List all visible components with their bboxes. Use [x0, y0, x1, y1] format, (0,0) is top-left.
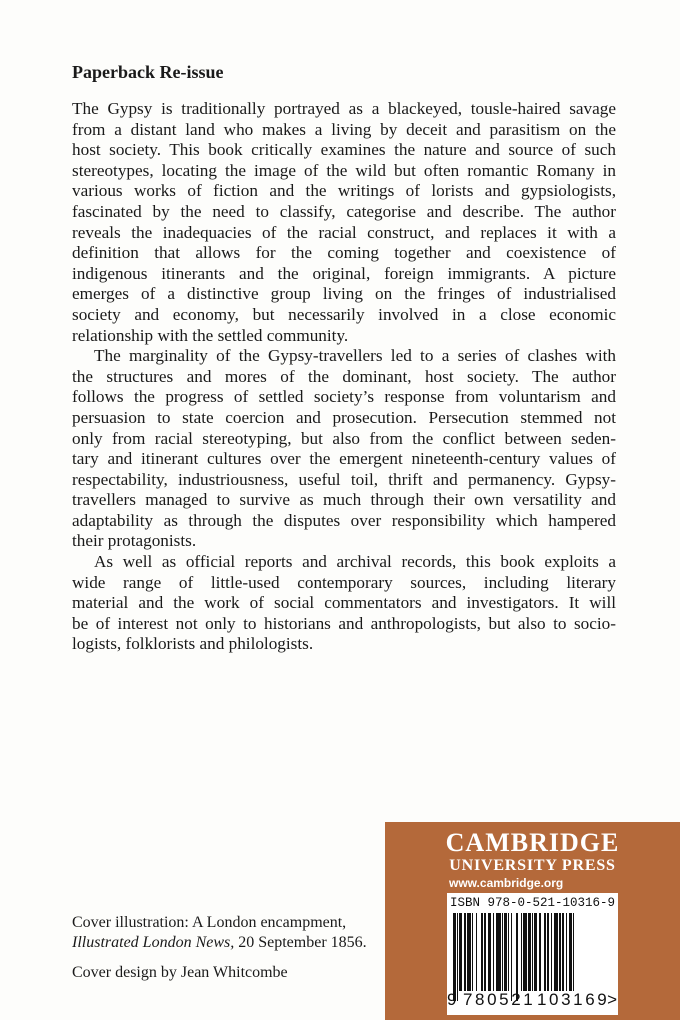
- blurb-line: adaptability as through the disputes over responsibility which hampered: [72, 510, 616, 530]
- barcode-digit-group-1: 780521: [463, 990, 536, 1009]
- blurb-paragraph: [72, 99, 616, 346]
- blurb-line: fascinated by the need to classify, categorise and describe. The author: [72, 201, 616, 221]
- blurb-line: definition that allows for the coming together and coexistence of: [72, 243, 616, 263]
- blurb-line: indigenous itinerants and the original, foreign immigrants. A picture: [72, 263, 616, 283]
- isbn-label: ISBN 978-0-521-10316-9: [449, 896, 616, 910]
- blurb-line: be of interest not only to historians and anthropologists, but also to socio-: [72, 613, 616, 633]
- cover-illustration-credit: [72, 913, 367, 953]
- blurb-line: material and the work of social commentators and investigators. It will: [72, 593, 616, 613]
- blurb-text: [72, 99, 616, 655]
- blurb-line: persuasion to state coercion and prosecution. Persecution stemmed not: [72, 407, 616, 427]
- section-heading: Paperback Re-issue: [72, 62, 224, 82]
- blurb-line: logists, folklorists and philologists.: [72, 634, 314, 654]
- blurb-line: travellers managed to survive as much through their own versatility and: [72, 490, 616, 510]
- blurb-line: society and economy, but necessarily involved in a close economic: [72, 304, 616, 324]
- publisher-subtitle: UNIVERSITY PRESS: [449, 857, 616, 874]
- blurb-line: wide range of little-used contemporary sources, including literary: [72, 572, 616, 592]
- publisher-name: CAMBRIDGE: [445, 828, 620, 857]
- blurb-line: tary and itinerant cultures over the emergent nineteenth-century values of: [72, 449, 616, 469]
- blurb-line: stereotypes, locating the image of the wild but often romantic Romany in: [72, 160, 616, 180]
- blurb-paragraph: [72, 346, 616, 552]
- barcode-quiet-zone-marker: >: [607, 990, 617, 1009]
- blurb-line: respectability, industriousness, useful toil, thrift and permanency. Gypsy-: [72, 469, 616, 489]
- blurb-line: the structures and mores of the dominant, host society. The author: [72, 366, 616, 386]
- barcode-digits: [447, 990, 618, 1012]
- publisher-website: www.cambridge.org: [449, 876, 564, 890]
- blurb-line: only from racial stereotyping, but also from the conflict between seden-: [72, 428, 616, 448]
- barcode-bars: [453, 913, 612, 995]
- blurb-line: various works of fiction and the writings of lorists and gypsiologists,: [72, 181, 616, 201]
- publisher-panel: [385, 822, 680, 1020]
- blurb-line: relationship with the settled community.: [72, 325, 349, 345]
- blurb-line: follows the progress of settled society’s response from voluntarism and: [72, 387, 616, 407]
- blurb-line: from a distant land who makes a living by deceit and parasitism on the: [72, 119, 616, 139]
- blurb-line: As well as official reports and archival records, this book exploits a: [94, 552, 616, 572]
- blurb-line: reveals the inadequacies of the racial construct, and replaces it with a: [72, 222, 616, 242]
- cover-illustration-line: Cover illustration: A London encampment,: [72, 914, 347, 931]
- blurb-line: The marginality of the Gypsy-travellers led to a series of clashes with: [94, 346, 616, 366]
- blurb-line: host society. This book critically examines the nature and source of such: [72, 140, 616, 160]
- barcode-bar: [574, 913, 575, 991]
- cover-illustration-date: 20 September 1856.: [234, 934, 367, 951]
- isbn-barcode: [447, 893, 618, 1015]
- cover-design-credit: Cover design by Jean Whitcombe: [72, 964, 288, 981]
- barcode-lead-digit: 9: [447, 990, 457, 1009]
- barcode-digit-group-2: 103169: [537, 990, 610, 1009]
- cover-illustration-source: Illustrated London News,: [72, 934, 235, 951]
- blurb-line: their protagonists.: [72, 531, 197, 551]
- blurb-line: The Gypsy is traditionally portrayed as a blackeyed, tousle-haired savage: [72, 99, 616, 118]
- blurb-line: emerges of a distinctive group living on the fringes of industrialised: [72, 284, 616, 304]
- blurb-paragraph: [72, 552, 616, 655]
